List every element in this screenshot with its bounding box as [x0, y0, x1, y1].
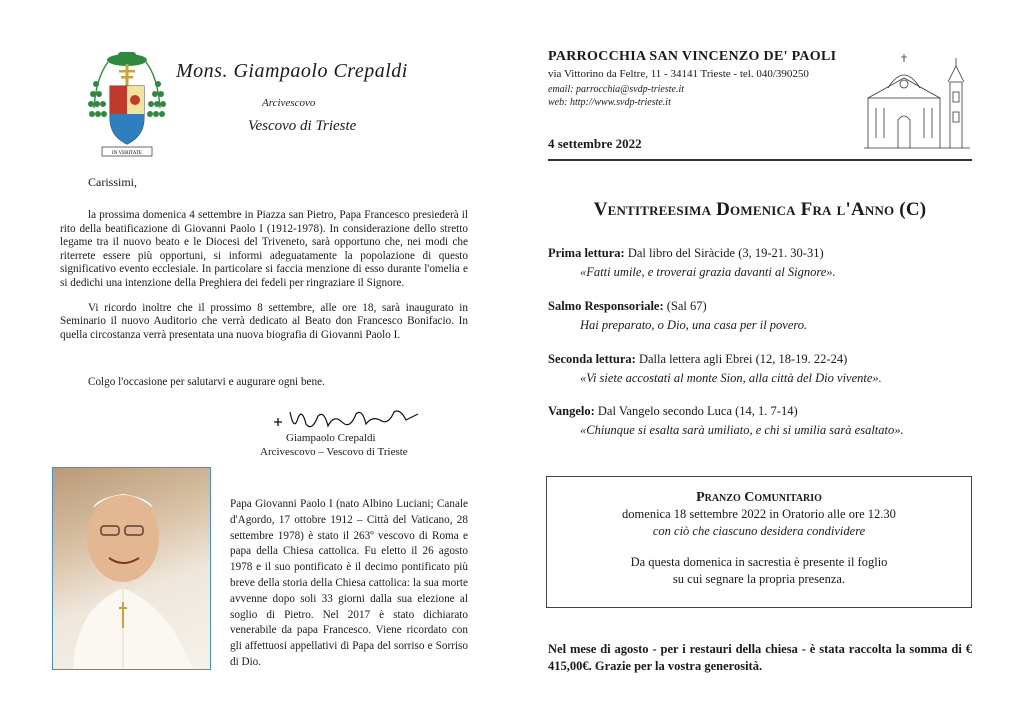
reading-label: Seconda lettura:: [548, 352, 636, 366]
reading-first: [548, 244, 978, 282]
signature-role: Arcivescovo – Vescovo di Trieste: [260, 446, 408, 458]
church-drawing-icon: [858, 48, 976, 156]
bishop-name: Mons. Giampaolo Crepaldi: [176, 60, 408, 82]
liturgical-sunday-title: Ventitreesima Domenica Fra l'Anno (C): [593, 199, 927, 220]
letter-paragraph: Vi ricordo inoltre che il prossimo 8 settembre, alle ore 18, sarà inaugurato in Seminario il nuovo Auditorio che verrà dedicato al Beato don Francesco Bonifacio. In quella circostanza verrà presentata una nuova biografia di Giovanni Paolo I.: [60, 301, 468, 341]
coat-of-arms-icon: [88, 48, 166, 160]
donation-note: Nel mese di agosto - per i restauri della chiesa - è stata raccolta la somma di € 415,00€. Grazie per la vostra generosità.: [548, 642, 972, 673]
parish-name: PARROCCHIA SAN VINCENZO DE' PAOLI: [548, 49, 837, 64]
pope-biography: Papa Giovanni Paolo I (nato Albino Luciani; Canale d'Agordo, 17 ottobre 1912 – Città del Vaticano, 28 settembre 1978) è stato il 263º vescovo di Roma e papa della Chiesa cattolica. Fu eletto il 26 agosto 1978 e il suo pontificato è il decimo pontificato più breve della storia della Chiesa cattolica: la sua morte avvenne dopo soli 33 giorni dalla sua elezione al soglio di Pietro. Nel 2017 è stato dichiarato venerabile da papa Francesco. Viene ricordato con gli affettuosi appellativi di Papa del sorriso e Sorriso di Dio.: [230, 498, 468, 668]
reading-quote: «Fatti umile, e troverai grazia davanti al Signore».: [580, 265, 836, 279]
letter-greeting: Carissimi,: [88, 175, 138, 189]
reading-source: Dalla lettera agli Ebrei (12, 18-19. 22-24): [635, 352, 848, 366]
bishop-title-archbishop: Arcivescovo: [262, 97, 316, 109]
reading-gospel: [548, 402, 978, 440]
reading-source: Dal Vangelo secondo Luca (14, 1. 7-14): [594, 404, 798, 418]
reading-quote: Hai preparato, o Dio, una casa per il povero.: [580, 318, 808, 332]
lunch-share-line: con ciò che ciascuno desidera condividere: [652, 524, 866, 538]
reading-source: (Sal 67): [663, 299, 707, 313]
reading-psalm: [548, 297, 978, 335]
reading-source: Dal libro del Siràcide (3, 19-21. 30-31): [624, 246, 824, 260]
reading-label: Vangelo:: [548, 404, 595, 418]
reading-label: Prima lettura:: [548, 246, 625, 260]
letter-closing: Colgo l'occasione per salutarvi e augurare ogni bene.: [88, 376, 325, 388]
letter-body: [60, 209, 468, 353]
lunch-date-line: domenica 18 settembre 2022 in Oratorio alle ore 12.30: [622, 507, 896, 521]
letter-paragraph: la prossima domenica 4 settembre in Piazza san Pietro, Papa Francesco presiederà il rito della beatificazione di Giovanni Paolo I (1912-1978). In considerazione dello stretto legame tra il nuovo beato e le Diocesi del Triveneto, sarà opportuno che, nei modi che riterrete essere più opportuni, si informi adeguatamente la popolazione di questo significativo evento ecclesiale. In particolare si faccia menzione di esso durante l'omelia e si dedichi una intenzione della Preghiera dei fedeli per ringraziare il Signore.: [60, 209, 468, 289]
pope-portrait-image: [52, 467, 211, 670]
signature-name: Giampaolo Crepaldi: [286, 432, 376, 444]
bulletin-date: 4 settembre 2022: [548, 136, 642, 151]
lunch-signup-line: Da questa domenica in sacrestia è presente il foglio: [630, 555, 888, 569]
reading-quote: «Vi siete accostati al monte Sion, alla città del Dio vivente».: [580, 371, 882, 385]
parish-address: via Vittorino da Feltre, 11 - 34141 Trieste - tel. 040/390250: [548, 68, 809, 80]
parish-email: email: parrocchia@svdp-trieste.it: [548, 84, 685, 95]
bishop-title-see: Vescovo di Trieste: [248, 118, 357, 134]
reading-second: [548, 350, 978, 388]
parish-website: web: http://www.svdp-trieste.it: [548, 97, 671, 108]
lunch-signup-line-2: su cui segnare la propria presenza.: [672, 572, 846, 586]
reading-label: Salmo Responsoriale:: [548, 299, 664, 313]
lunch-title: Pranzo Comunitario: [696, 490, 822, 505]
motto-text: IN VERITATE: [112, 151, 142, 156]
community-lunch-box: [546, 476, 972, 608]
header-divider: [548, 159, 972, 161]
reading-quote: «Chiunque si esalta sarà umiliato, e chi si umilia sarà esaltato».: [580, 423, 904, 437]
portrait-illustration-icon: [53, 468, 211, 670]
